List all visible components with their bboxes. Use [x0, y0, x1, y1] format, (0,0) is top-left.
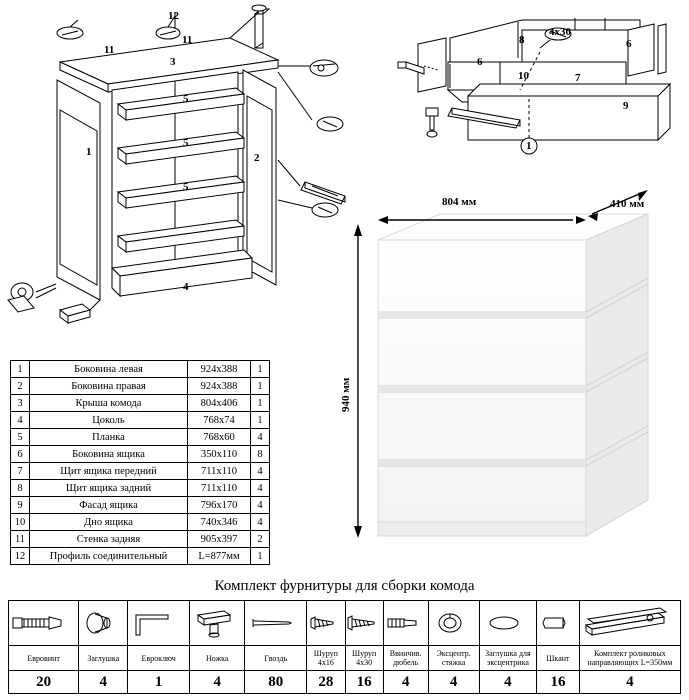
part-number: 4 [11, 412, 30, 429]
hardware-name: Гвоздь [245, 646, 307, 671]
part-name: Планка [30, 429, 188, 446]
hardware-count: 1 [128, 671, 190, 694]
part-size: 924x388 [188, 361, 251, 378]
width-dimension-label: 804 мм [442, 196, 477, 208]
part-size: 924x388 [188, 378, 251, 395]
cabinet-label-11-right: 11 [182, 34, 193, 46]
hardware-name: Ввинчив. дюбель [383, 646, 428, 671]
hardware-count: 80 [245, 671, 307, 694]
cabinet-label-5-b: 5 [183, 137, 189, 149]
table-row [11, 446, 270, 463]
part-qty: 4 [251, 480, 270, 497]
part-number: 1 [11, 361, 30, 378]
part-size: L=877мм [188, 548, 251, 565]
hardware-name: Комплект роликовых направляющих L=350мм [579, 646, 680, 671]
part-qty: 4 [251, 514, 270, 531]
cabinet-label-3: 3 [170, 56, 176, 68]
hardware-name: Ножка [190, 646, 245, 671]
screw-4x16-icon [307, 601, 345, 646]
parts-table-body [11, 361, 270, 565]
part-size: 905x397 [188, 531, 251, 548]
hardware-count: 4 [190, 671, 245, 694]
table-row [11, 514, 270, 531]
parts-table [10, 360, 270, 565]
eccentric-cap-icon [479, 601, 537, 646]
drawer-label-8: 8 [519, 34, 525, 46]
cabinet-label-5-c: 5 [183, 181, 189, 193]
drawer-label-7: 7 [575, 72, 581, 84]
leg-icon [190, 601, 245, 646]
cap-icon [79, 601, 128, 646]
hardware-name: Заглушка [79, 646, 128, 671]
cabinet-label-12: 12 [168, 10, 179, 22]
table-row [11, 531, 270, 548]
hardware-name: Заглушка для эксцентрика [479, 646, 537, 671]
part-number: 9 [11, 497, 30, 514]
hardware-name: Эксцентр. стяжка [428, 646, 479, 671]
part-qty: 1 [251, 378, 270, 395]
part-name: Цоколь [30, 412, 188, 429]
height-dimension-label: 940 мм [340, 377, 352, 412]
part-size: 768x60 [188, 429, 251, 446]
part-name: Стенка задняя [30, 531, 188, 548]
part-size: 740x346 [188, 514, 251, 531]
part-qty: 1 [251, 412, 270, 429]
cabinet-label-5-a: 5 [183, 93, 189, 105]
part-size: 350x110 [188, 446, 251, 463]
part-qty: 1 [251, 548, 270, 565]
part-qty: 4 [251, 463, 270, 480]
part-name: Боковина правая [30, 378, 188, 395]
part-number: 8 [11, 480, 30, 497]
depth-dimension-label: 410 мм [610, 198, 645, 210]
hardware-count: 4 [383, 671, 428, 694]
hardware-name: Шуруп 4х16 [307, 646, 345, 671]
part-number: 12 [11, 548, 30, 565]
table-row [11, 378, 270, 395]
part-qty: 1 [251, 395, 270, 412]
table-row [11, 412, 270, 429]
part-name: Щит ящика задний [30, 480, 188, 497]
hardware-name: Шкант [537, 646, 580, 671]
hardware-kit-title: Комплект фурнитуры для сборки комода [214, 578, 475, 594]
part-name: Крыша комода [30, 395, 188, 412]
table-row [11, 548, 270, 565]
chest-3d-render [348, 200, 684, 560]
screw-4x30-icon [345, 601, 383, 646]
drawer-exploded-diagram [390, 0, 689, 160]
euro-screw-icon [9, 601, 79, 646]
hardware-name: Евроключ [128, 646, 190, 671]
part-size: 804x406 [188, 395, 251, 412]
table-row [11, 361, 270, 378]
cabinet-label-11-left: 11 [104, 44, 115, 56]
part-qty: 8 [251, 446, 270, 463]
hardware-table [8, 600, 681, 694]
hardware-count: 20 [9, 671, 79, 694]
hardware-count: 4 [79, 671, 128, 694]
cabinet-label-1: 1 [86, 146, 92, 158]
part-qty: 2 [251, 531, 270, 548]
part-qty: 4 [251, 497, 270, 514]
part-size: 711x110 [188, 463, 251, 480]
part-number: 5 [11, 429, 30, 446]
table-row [11, 463, 270, 480]
part-number: 3 [11, 395, 30, 412]
cabinet-exploded-diagram [0, 0, 350, 350]
dowel-wood-icon [537, 601, 580, 646]
part-number: 7 [11, 463, 30, 480]
part-number: 11 [11, 531, 30, 548]
part-name: Щит ящика передний [30, 463, 188, 480]
table-row [11, 497, 270, 514]
slide-rail-icon [579, 601, 680, 646]
hardware-count: 16 [537, 671, 580, 694]
part-number: 2 [11, 378, 30, 395]
drawer-label-6-right: 6 [626, 38, 632, 50]
nail-icon [245, 601, 307, 646]
part-qty: 4 [251, 429, 270, 446]
hardware-count: 4 [579, 671, 680, 694]
part-qty: 1 [251, 361, 270, 378]
hardware-name: Шуруп 4х30 [345, 646, 383, 671]
part-size: 796x170 [188, 497, 251, 514]
drawer-label-4x30: 4х30 [549, 26, 571, 38]
part-name: Фасад ящика [30, 497, 188, 514]
part-name: Профиль соединительный [30, 548, 188, 565]
cabinet-label-2: 2 [254, 152, 260, 164]
hardware-name: Евровинт [9, 646, 79, 671]
drawer-label-1-circle: 1 [526, 140, 532, 152]
hardware-count: 4 [428, 671, 479, 694]
part-number: 10 [11, 514, 30, 531]
drawer-label-9: 9 [623, 100, 629, 112]
part-size: 711x110 [188, 480, 251, 497]
table-row [11, 480, 270, 497]
part-number: 6 [11, 446, 30, 463]
cabinet-label-4: 4 [183, 281, 189, 293]
table-row [11, 395, 270, 412]
eccentric-icon [428, 601, 479, 646]
drawer-label-6-left: 6 [477, 56, 483, 68]
part-name: Боковина ящика [30, 446, 188, 463]
table-row [11, 429, 270, 446]
hardware-count: 16 [345, 671, 383, 694]
drawer-label-10: 10 [518, 70, 529, 82]
dowel-icon [383, 601, 428, 646]
part-name: Боковина левая [30, 361, 188, 378]
hardware-count: 4 [479, 671, 537, 694]
hardware-count: 28 [307, 671, 345, 694]
euro-key-icon [128, 601, 190, 646]
part-name: Дно ящика [30, 514, 188, 531]
part-size: 768x74 [188, 412, 251, 429]
